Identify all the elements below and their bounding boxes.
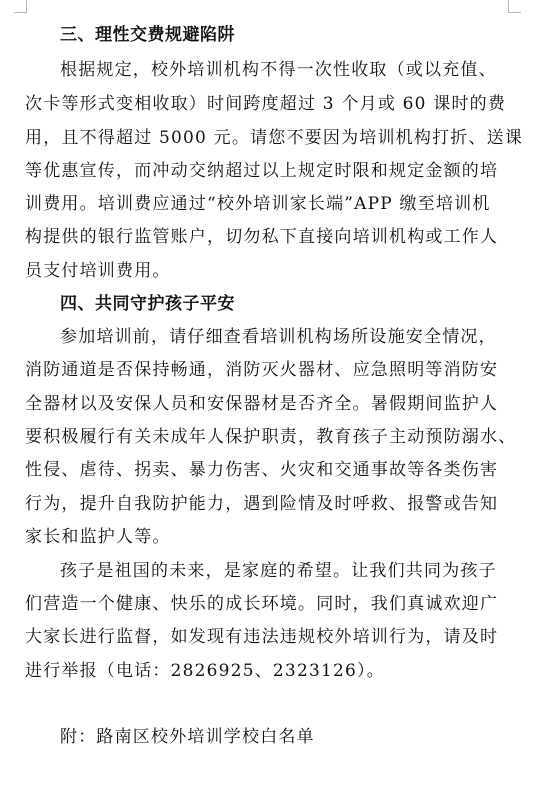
paragraph-line: 训费用。培训费应通过“校外培训家长端”APP 缴至培训机 bbox=[25, 194, 491, 214]
section-heading-3: 三、理性交费规避陷阱 bbox=[60, 25, 235, 45]
paragraph-line: 性侵、虐待、拐卖、暴力伤害、火灾和交通事故等各类伤害 bbox=[25, 460, 499, 480]
paragraph-line: 用，且不得超过 5000 元。请您不要因为培训机构打折、送课 bbox=[25, 128, 524, 148]
paragraph-line: 消防通道是否保持畅通，消防灭火器材、应急照明等消防安 bbox=[25, 360, 499, 380]
page-corner-mark-top-left bbox=[14, 0, 27, 13]
paragraph-line: 员支付培训费用。 bbox=[25, 261, 171, 281]
paragraph-line: 参加培训前，请仔细查看培训机构场所设施安全情况， bbox=[60, 327, 497, 347]
paragraph-line: 次卡等形式变相收取）时间跨度超过 3 个月或 60 课时的费 bbox=[25, 94, 507, 114]
paragraph-line: 家长和监护人等。 bbox=[25, 527, 171, 547]
section-heading-4: 四、共同守护孩子平安 bbox=[60, 294, 235, 314]
paragraph-line: 构提供的银行监管账户，切勿私下直接向培训机构或工作人 bbox=[25, 227, 499, 247]
paragraph-line: 根据规定，校外培训机构不得一次性收取（或以充值、 bbox=[60, 60, 497, 80]
paragraph-line: 孩子是祖国的未来，是家庭的希望。让我们共同为孩子 bbox=[60, 561, 497, 581]
paragraph-line: 大家长进行监督，如发现有违法违规校外培训行为，请及时 bbox=[25, 627, 499, 647]
paragraph-line: 全器材以及安保人员和安保器材是否齐全。暑假期间监护人 bbox=[25, 394, 499, 414]
paragraph-line: 等优惠宣传，而冲动交纳超过以上规定时限和规定金额的培 bbox=[25, 161, 499, 181]
paragraph-line: 要积极履行有关未成年人保护职责，教育孩子主动预防溺水、 bbox=[25, 427, 517, 447]
attachment-note: 附：路南区校外培训学校白名单 bbox=[60, 727, 315, 747]
paragraph-line: 进行举报（电话：2826925、2323126）。 bbox=[25, 661, 385, 681]
page-corner-mark-top-right bbox=[508, 0, 521, 13]
paragraph-line: 行为，提升自我防护能力，遇到险情及时呼救、报警或告知 bbox=[25, 494, 499, 514]
paragraph-line: 们营造一个健康、快乐的成长环境。同时，我们真诚欢迎广 bbox=[25, 594, 499, 614]
